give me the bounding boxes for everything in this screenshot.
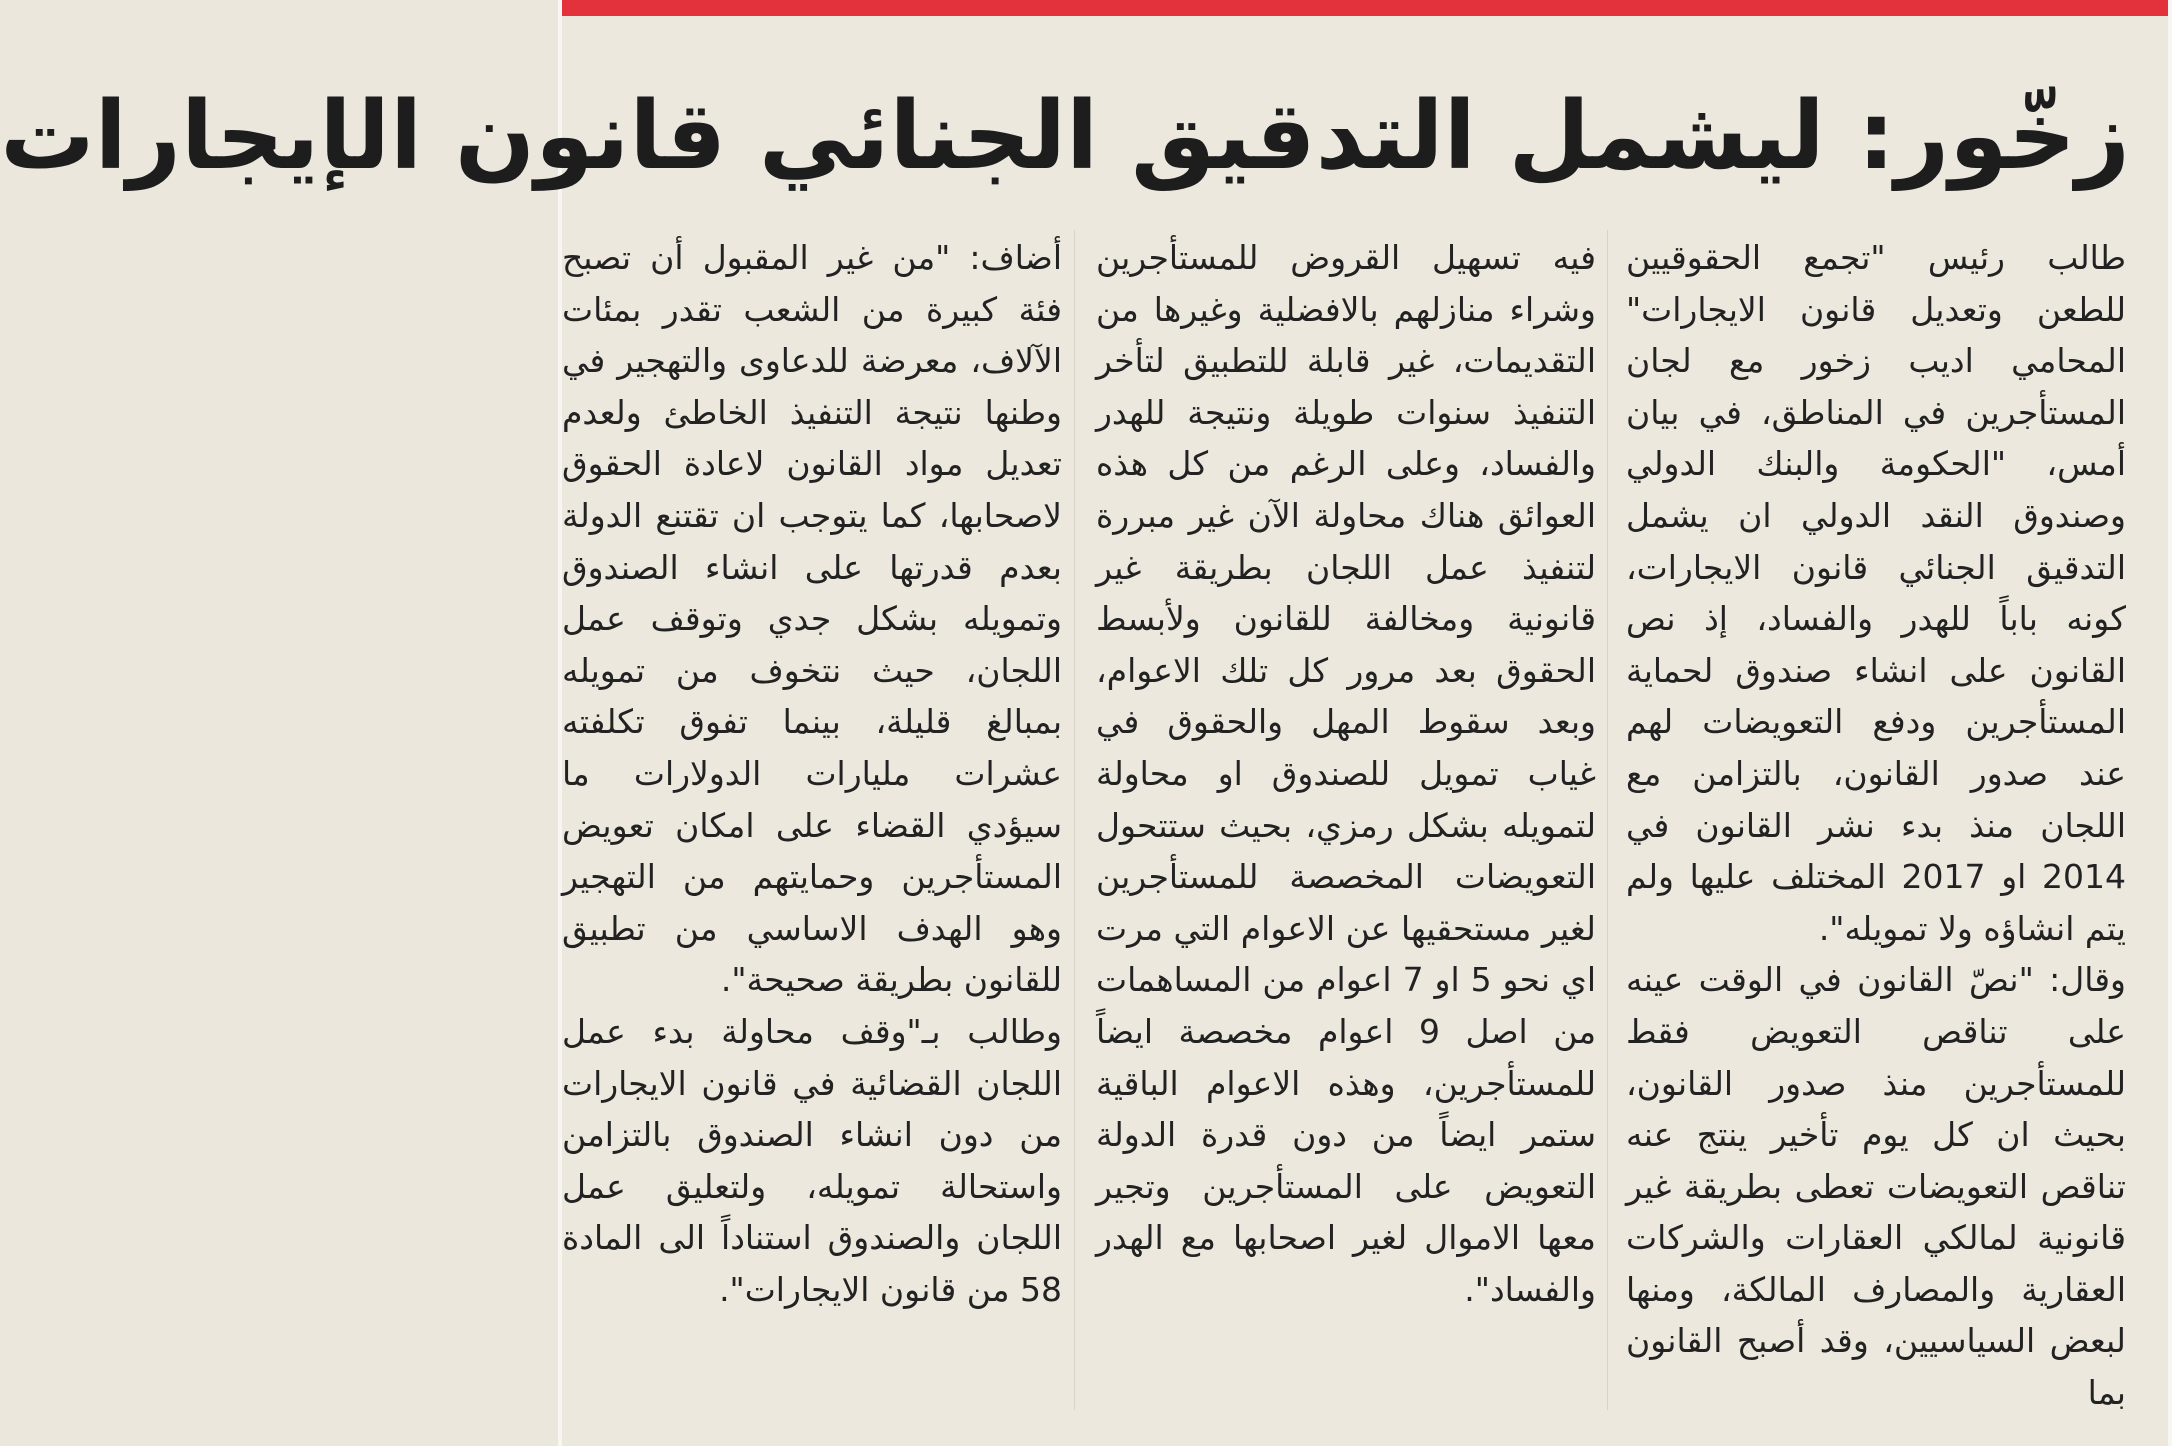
paragraph: أضاف: "من غير المقبول أن تصبح فئة كبيرة من الشعب تقدر بمئات الآلاف، معرضة للدعاوى والتهجير في وطنها نتيجة التنفيذ الخاطئ ولعدم تعديل مواد القانون لاعادة الحقوق لاصحابها، كما يتوجب ان تقتنع الدولة بعدم قدرتها على انشاء الصندوق وتمويله بشكل جدي وتوقف عمل اللجان، حيث نتخوف من تمويله بمبالغ قليلة، بينما تفوق تكلفته عشرات مليارات الدولارات ما سيؤدي القضاء على امكان تعويض المستأجرين وحمايتهم من التهجير وهو الهدف الاساسي من تطبيق للقانون بطريقة صحيحة". — [562, 238, 1062, 1000]
column-middle — [1096, 232, 1596, 1412]
column-right — [1626, 232, 2126, 1412]
paragraph: وطالب بـ"وقف محاولة بدء عمل اللجان القضائية في قانون الايجارات من دون انشاء الصندوق بالتزامن واستحالة تمويله، ولتعليق عمل اللجان والصندوق استناداً الى المادة 58 من قانون الايجارات". — [562, 1011, 1062, 1309]
article-body — [562, 232, 2126, 1413]
paragraph: فيه تسهيل القروض للمستأجرين وشراء منازلهم بالافضلية وغيرها من التقديمات، غير قابلة للتطبيق لتأخر التنفيذ سنوات طويلة ونتيجة للهدر والفساد، وعلى الرغم من كل هذه العوائق هناك محاولة الآن غير مبررة لتنفيذ عمل اللجان بطريقة غير قانونية ومخالفة للقانون ولأبسط الحقوق بعد مرور كل تلك الاعوام، وبعد سقوط المهل والحقوق في غياب تمويل للصندوق او محاولة لتمويله بشكل رمزي، بحيث ستتحول التعويضات المخصصة للمستأجرين لغير مستحقيها عن الاعوام التي مرت اي نحو 5 او 7 اعوام من المساهمات من اصل 9 اعوام مخصصة ايضاً للمستأجرين، وهذه الاعوام الباقية ستمر ايضاً من دون قدرة الدولة التعويض على المستأجرين وتجير معها الاموال لغير اصحابها مع الهدر والفساد". — [1096, 238, 1597, 1309]
paragraph: طالب رئيس "تجمع الحقوقيين للطعن وتعديل قانون الايجارات" المحامي اديب زخور مع لجان المستأجرين في المناطق، في بيان أمس، "الحكومة والبنك الدولي وصندوق النقد الدولي ان يشمل التدقيق الجنائي قانون الايجارات، كونه باباً للهدر والفساد، إذ نص القانون على انشاء صندوق لحماية المستأجرين ودفع التعويضات لهم عند صدور القانون، بالتزامن مع اللجان منذ بدء نشر القانون في 2014 او 2017 المختلف عليها ولم يتم انشاؤه ولا تمويله". — [1626, 238, 2126, 948]
column-left — [562, 232, 1062, 1412]
paragraph: وقال: "نصّ القانون في الوقت عينه على تناقص التعويض فقط للمستأجرين منذ صدور القانون، بحيث ان كل يوم تأخير ينتج عنه تناقص التعويضات تعطى بطريقة غير قانونية لمالكي العقارات والشركات العقارية والمصارف المالكة، ومنها لبعض السياسيين، وقد أصبح القانون بما — [1626, 960, 2126, 1413]
headline: زخّور: ليشمل التدقيق الجنائي قانون الإيجارات — [0, 82, 2130, 191]
top-accent-bar — [562, 0, 2168, 16]
